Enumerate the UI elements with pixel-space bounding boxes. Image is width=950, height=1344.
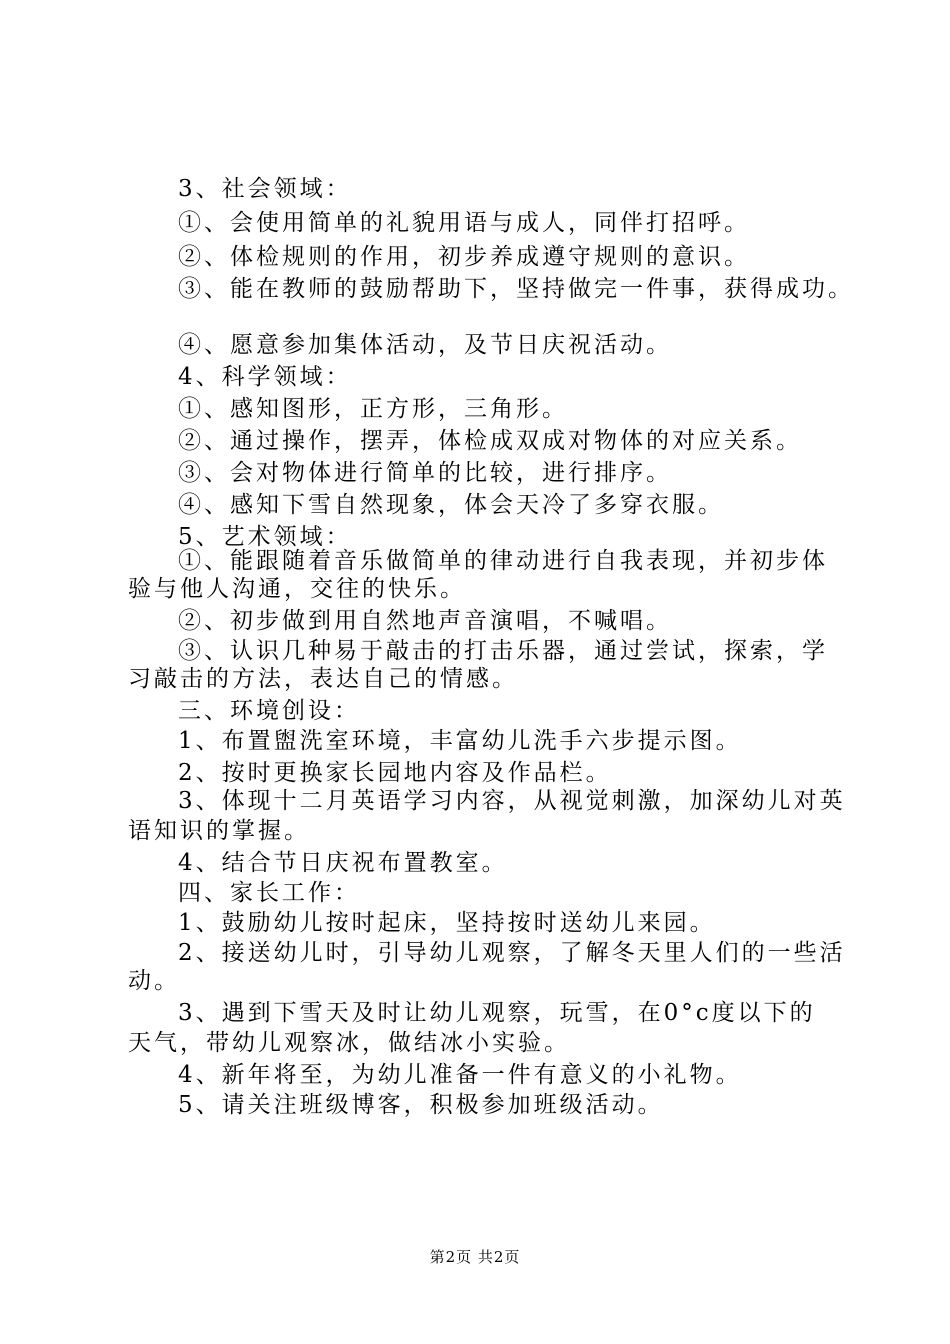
text-line: 四、家长工作：	[178, 880, 360, 906]
text-line: ④、感知下雪自然现象，体会天冷了多穿衣服。	[178, 492, 724, 518]
text-line: 2、接送幼儿时，引导幼儿观察，了解冬天里人们的一些活	[178, 940, 846, 966]
text-line: ③、会对物体进行简单的比较，进行排序。	[178, 460, 672, 486]
text-line: 3、社会领域：	[178, 176, 352, 202]
text-line: 1、布置盥洗室环境，丰富幼儿洗手六步提示图。	[178, 728, 742, 754]
text-line: 三、环境创设：	[178, 698, 360, 724]
text-line: 5、请关注班级博客，积极参加班级活动。	[178, 1092, 664, 1118]
text-line: 天气，带幼儿观察冰，做结冰小实验。	[128, 1030, 570, 1056]
text-line: 4、科学领域：	[178, 364, 352, 390]
text-line: 3、遇到下雪天及时让幼儿观察，玩雪，在0°c度以下的	[178, 1000, 816, 1026]
text-line: 5、艺术领域：	[178, 524, 352, 550]
text-line: ①、能跟随着音乐做简单的律动进行自我表现，并初步体	[178, 548, 828, 574]
text-line: ②、体检规则的作用，初步养成遵守规则的意识。	[178, 244, 750, 270]
text-line: ③、能在教师的鼓励帮助下，坚持做完一件事，获得成功。	[178, 276, 854, 302]
text-line: 4、结合节日庆祝布置教室。	[178, 850, 508, 876]
text-line: ④、愿意参加集体活动，及节日庆祝活动。	[178, 332, 672, 358]
text-line: 3、体现十二月英语学习内容，从视觉刺激，加深幼儿对英	[178, 788, 846, 814]
text-line: ②、通过操作，摆弄，体检成双成对物体的对应关系。	[178, 428, 802, 454]
text-line: 验与他人沟通，交往的快乐。	[128, 576, 466, 602]
text-line: 2、按时更换家长园地内容及作品栏。	[178, 760, 612, 786]
text-line: 1、鼓励幼儿按时起床，坚持按时送幼儿来园。	[178, 910, 716, 936]
text-line: 习敲击的方法，表达自己的情感。	[128, 666, 518, 692]
page-number-footer: 第2页 共2页	[429, 1248, 521, 1266]
text-line: 动。	[128, 968, 180, 994]
text-line: ①、会使用简单的礼貌用语与成人，同伴打招呼。	[178, 210, 750, 236]
text-line: ②、初步做到用自然地声音演唱，不喊唱。	[178, 608, 672, 634]
text-line: ①、感知图形，正方形，三角形。	[178, 396, 568, 422]
text-line: 语知识的掌握。	[128, 818, 310, 844]
text-line: ③、认识几种易于敲击的打击乐器，通过尝试，探索，学	[178, 638, 828, 664]
text-line: 4、新年将至，为幼儿准备一件有意义的小礼物。	[178, 1062, 742, 1088]
